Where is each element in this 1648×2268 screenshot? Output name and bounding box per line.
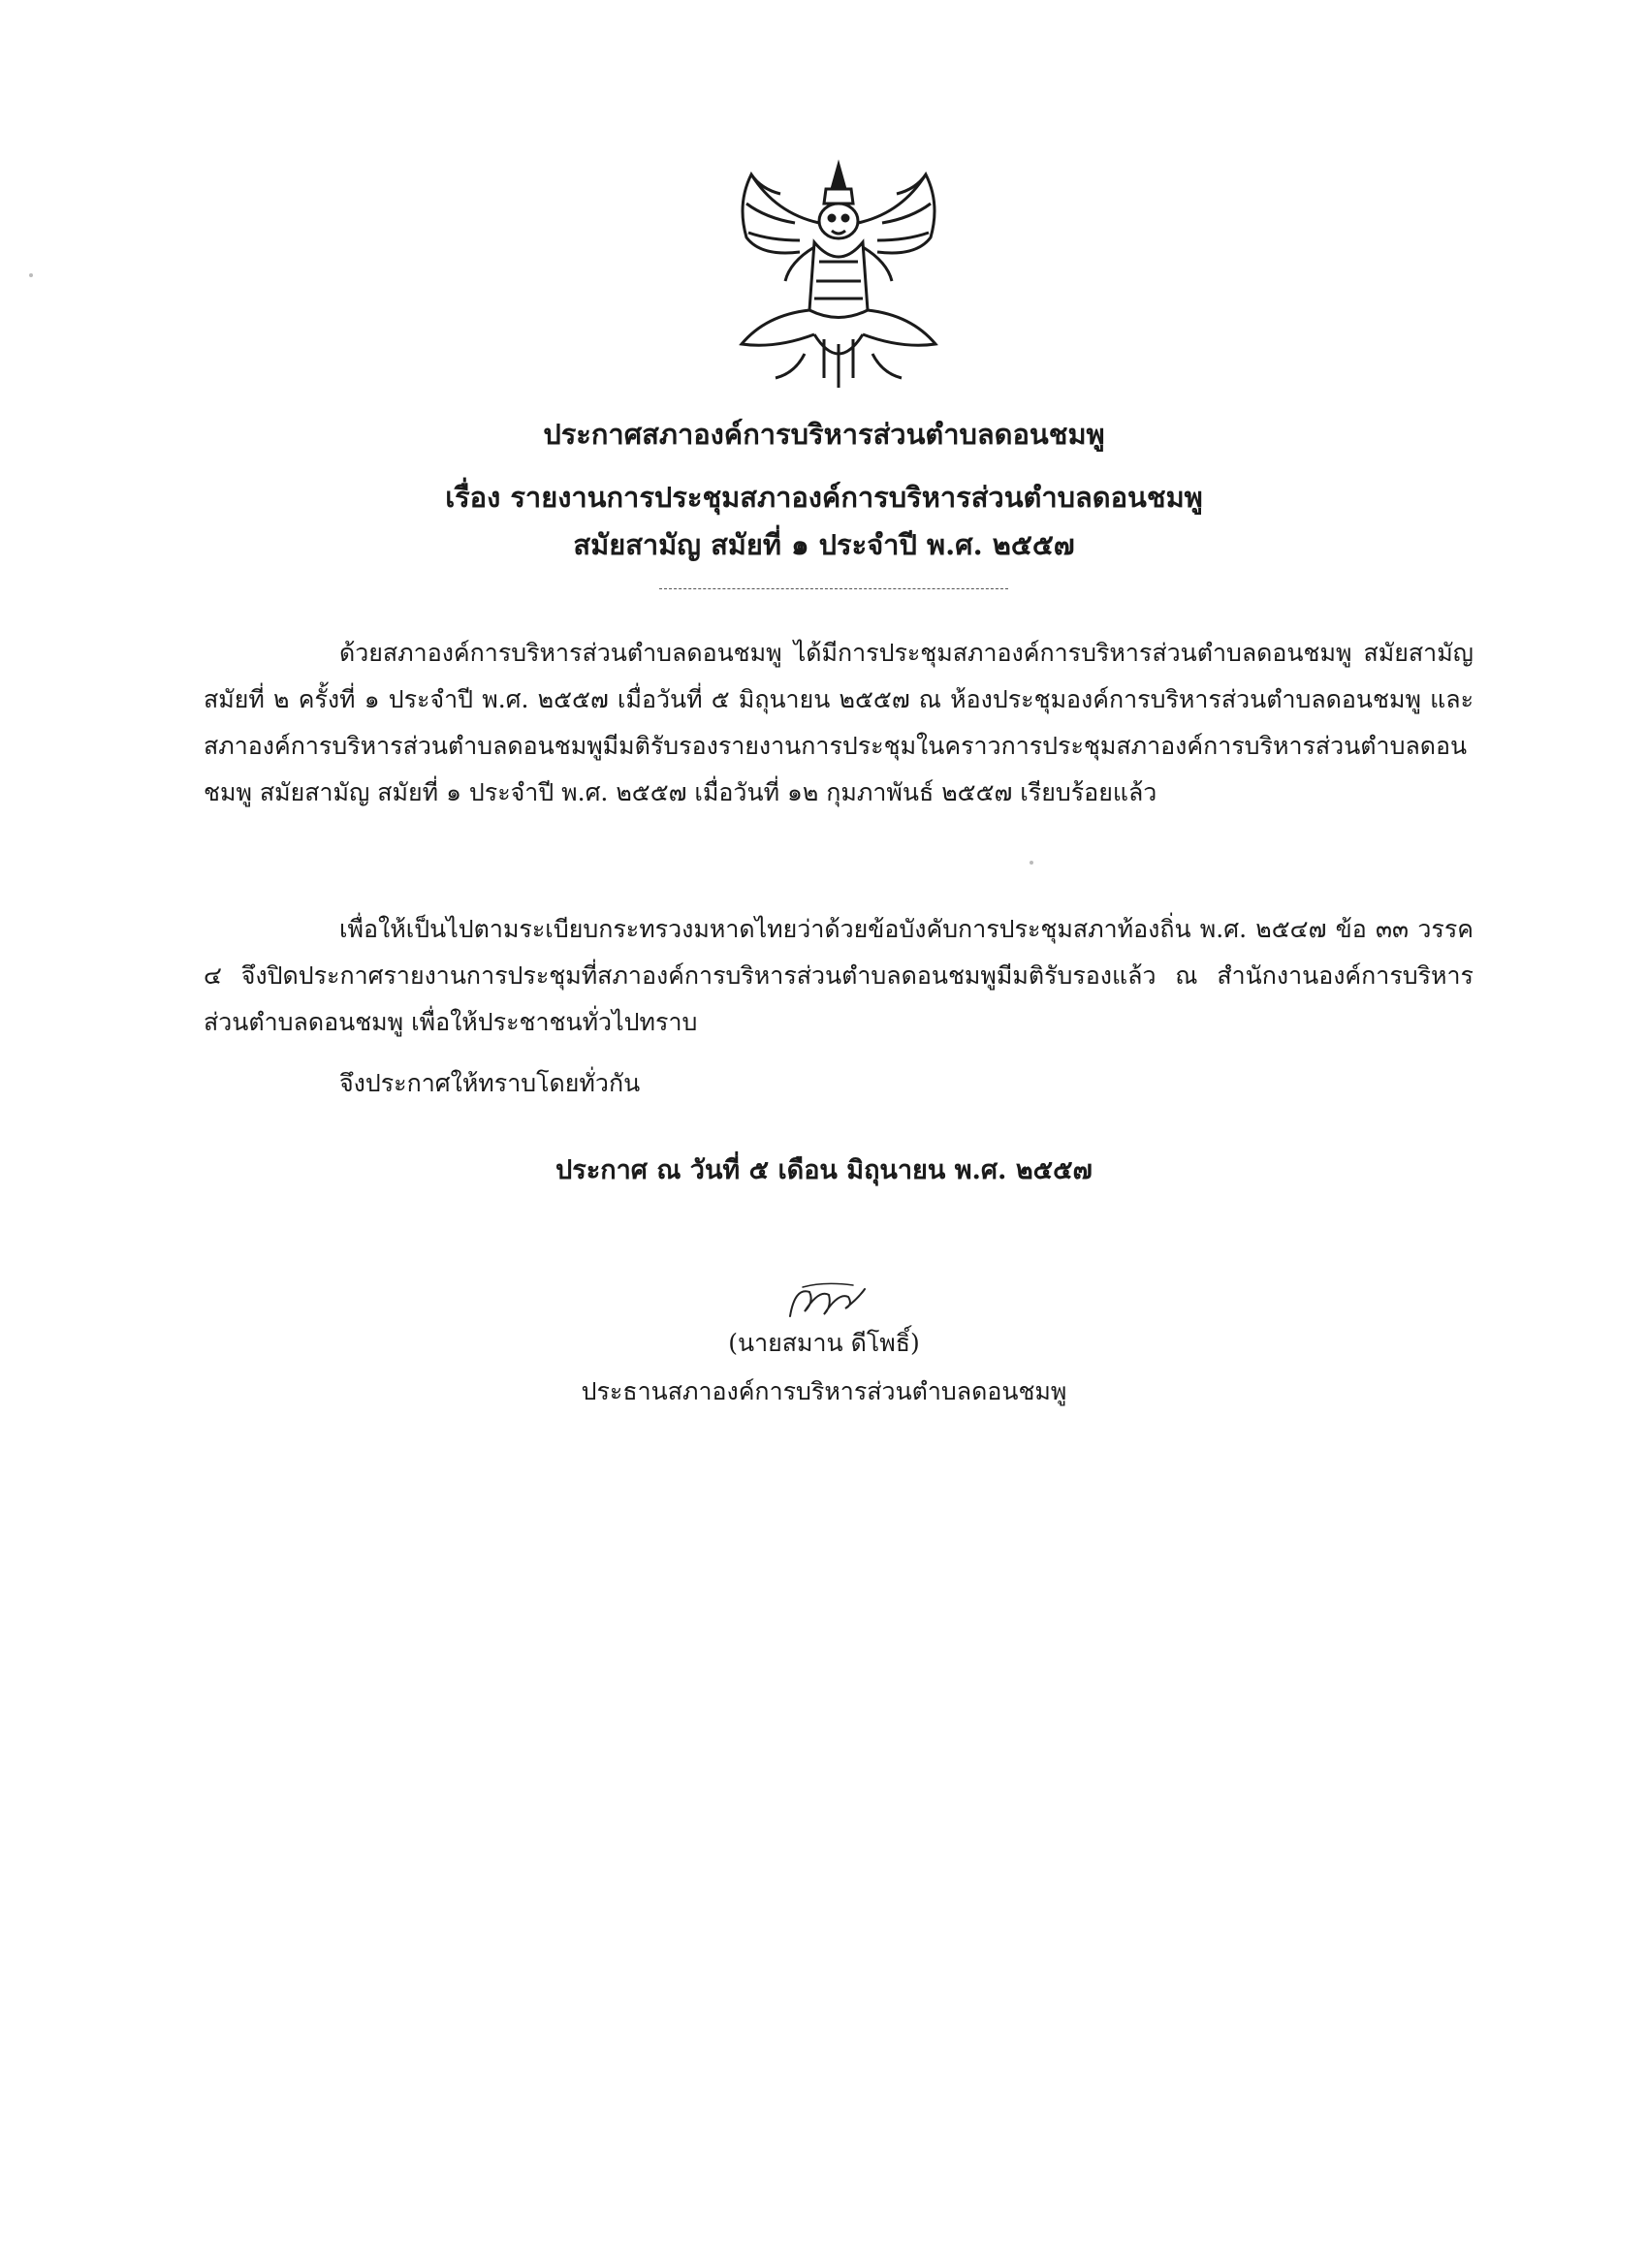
scan-speck xyxy=(29,273,33,277)
announcement-title: ประกาศสภาองค์การบริหารส่วนตำบลดอนชมพู xyxy=(543,418,1105,451)
signer-name: (นายสมาน ดีโพธิ์) xyxy=(728,1329,920,1357)
announcement-session: สมัยสามัญ สมัยที่ ๑ ประจำปี พ.ศ. ๒๕๕๗ xyxy=(573,528,1075,561)
garuda-emblem-icon xyxy=(708,145,969,407)
signer-title: ประธานสภาองค์การบริหารส่วนตำบลดอนชมพู xyxy=(581,1377,1067,1405)
scan-speck xyxy=(1030,861,1033,865)
announcement-subject: เรื่อง รายงานการประชุมสภาองค์การบริหารส่วนตำบลดอนชมพู xyxy=(445,481,1203,514)
title-divider xyxy=(659,588,1008,589)
body-paragraph-2: เพื่อให้เป็นไปตามระเบียบกระทรวงมหาดไทยว่าด้วยข้อบังคับการประชุมสภาท้องถิ่น พ.ศ. ๒๕๔๗ ข้อ ๓๓ วรรค ๔ จึงปิดประกาศรายงานการประชุมที่สภาองค์การบริหารส่วนตำบลดอนชมพูมีมติรับรองแล้ว ณ สำนักงานองค์การบริหารส่วนตำบลดอนชมพู เพื่อให้ประชาชนทั่วไปทราบ xyxy=(204,915,1474,1036)
announcement-date: ประกาศ ณ วันที่ ๕ เดือน มิถุนายน พ.ศ. ๒๕๕๗ xyxy=(555,1155,1093,1185)
body-paragraph-1: ด้วยสภาองค์การบริหารส่วนตำบลดอนชมพู ได้มีการประชุมสภาองค์การบริหารส่วนตำบลดอนชมพู สมัยสามัญ สมัยที่ ๒ ครั้งที่ ๑ ประจำปี พ.ศ. ๒๕๕๗ เมื่อวันที่ ๕ มิถุนายน ๒๕๕๗ ณ ห้องประชุมองค์การบริหารส่วนตำบลดอนชมพู และสภาองค์การบริหารส่วนตำบลดอนชมพูมีมติรับรองรายงานการประชุมในคราวการประชุมสภาองค์การบริหารส่วนตำบลดอนชมพู สมัยสามัญ สมัยที่ ๑ ประจำปี พ.ศ. ๒๕๕๗ เมื่อวันที่ ๑๒ กุมภาพันธ์ ๒๕๕๗ เรียบร้อยแล้ว xyxy=(204,639,1474,806)
handwritten-signature xyxy=(776,1277,872,1326)
closing-statement: จึงประกาศให้ทราบโดยทั่วกัน xyxy=(339,1069,641,1097)
